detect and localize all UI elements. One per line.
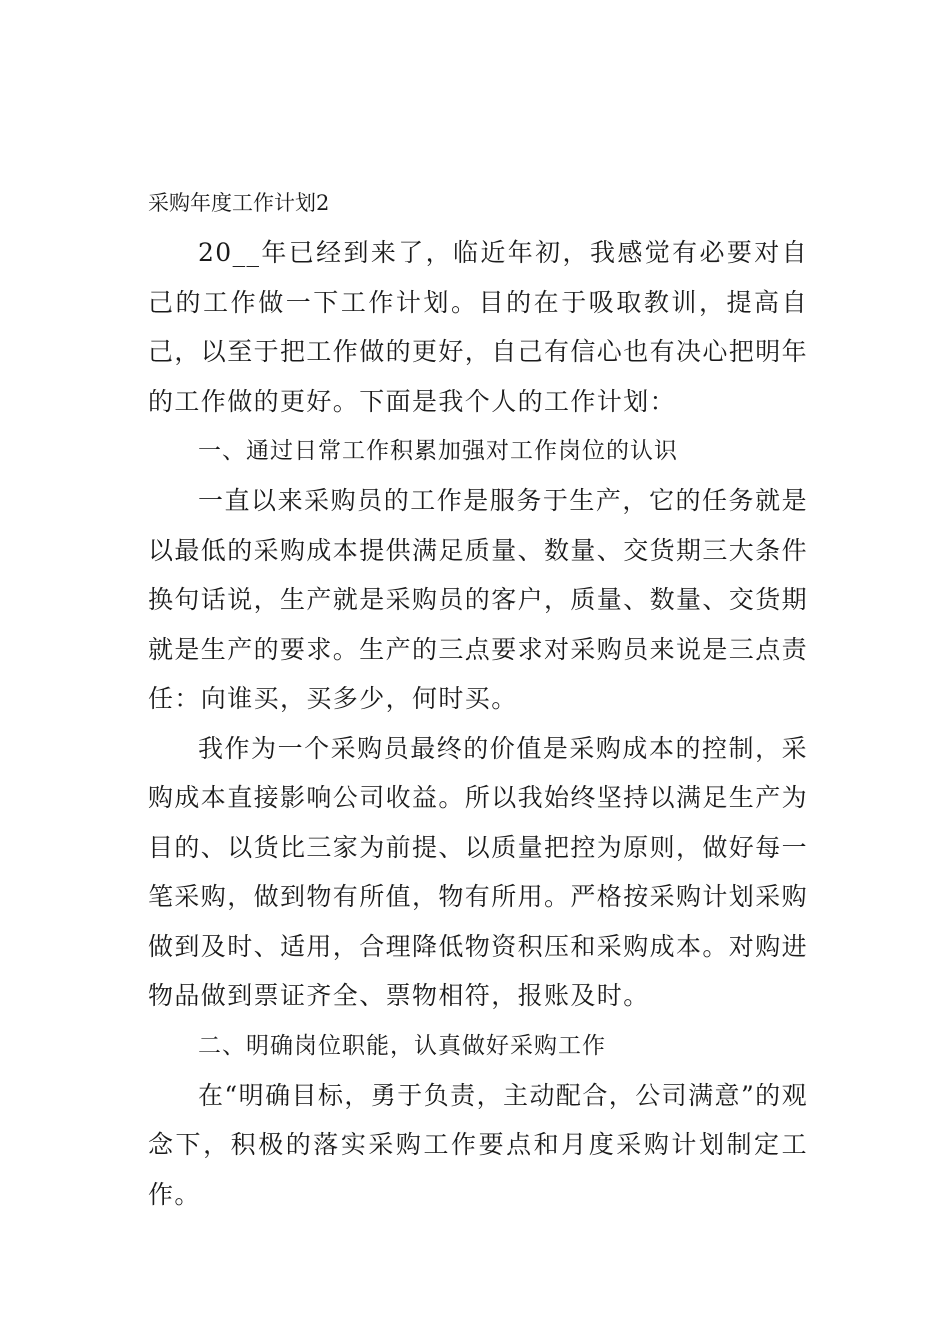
intro-paragraph: 20__年已经到来了，临近年初，我感觉有必要对自己的工作做一下工作计划。目的在于吸取教训，提高自己，以至于把工作做的更好，自己有信心也有决心把明年的工作做的更好。下面是我个人的工作计划： (148, 238, 809, 416)
document-page (148, 178, 808, 1219)
section-2-paragraph-1: 在“明确目标，勇于负责，主动配合，公司满意”的观念下，积极的落实采购工作要点和月度采购计划制定工作。 (148, 1080, 808, 1209)
section-1-paragraph-2: 我作为一个采购员最终的价值是采购成本的控制，采购成本直接影响公司收益。所以我始终坚持以满足生产为目的、以货比三家为前提、以质量把控为原则，做好每一笔采购，做到物有所值，物有所用。严格按采购计划采购做到及时、适用，合理降低物资积压和采购成本。对购进物品做到票证齐全、票物相符，报账及时。 (148, 733, 809, 1010)
section-heading-1: 一、通过日常工作积累加强对工作岗位的认识 (198, 438, 678, 464)
section-1-paragraph-1: 一直以来采购员的工作是服务于生产，它的任务就是以最低的采购成本提供满足质量、数量、交货期三大条件换句话说，生产就是采购员的客户，质量、数量、交货期就是生产的要求。生产的三点要求对采购员来说是三点责任：向谁买，买多少，何时买。 (148, 486, 809, 713)
document-title: 采购年度工作计划2 (148, 191, 330, 215)
section-heading-2: 二、明确岗位职能，认真做好采购工作 (198, 1032, 606, 1059)
